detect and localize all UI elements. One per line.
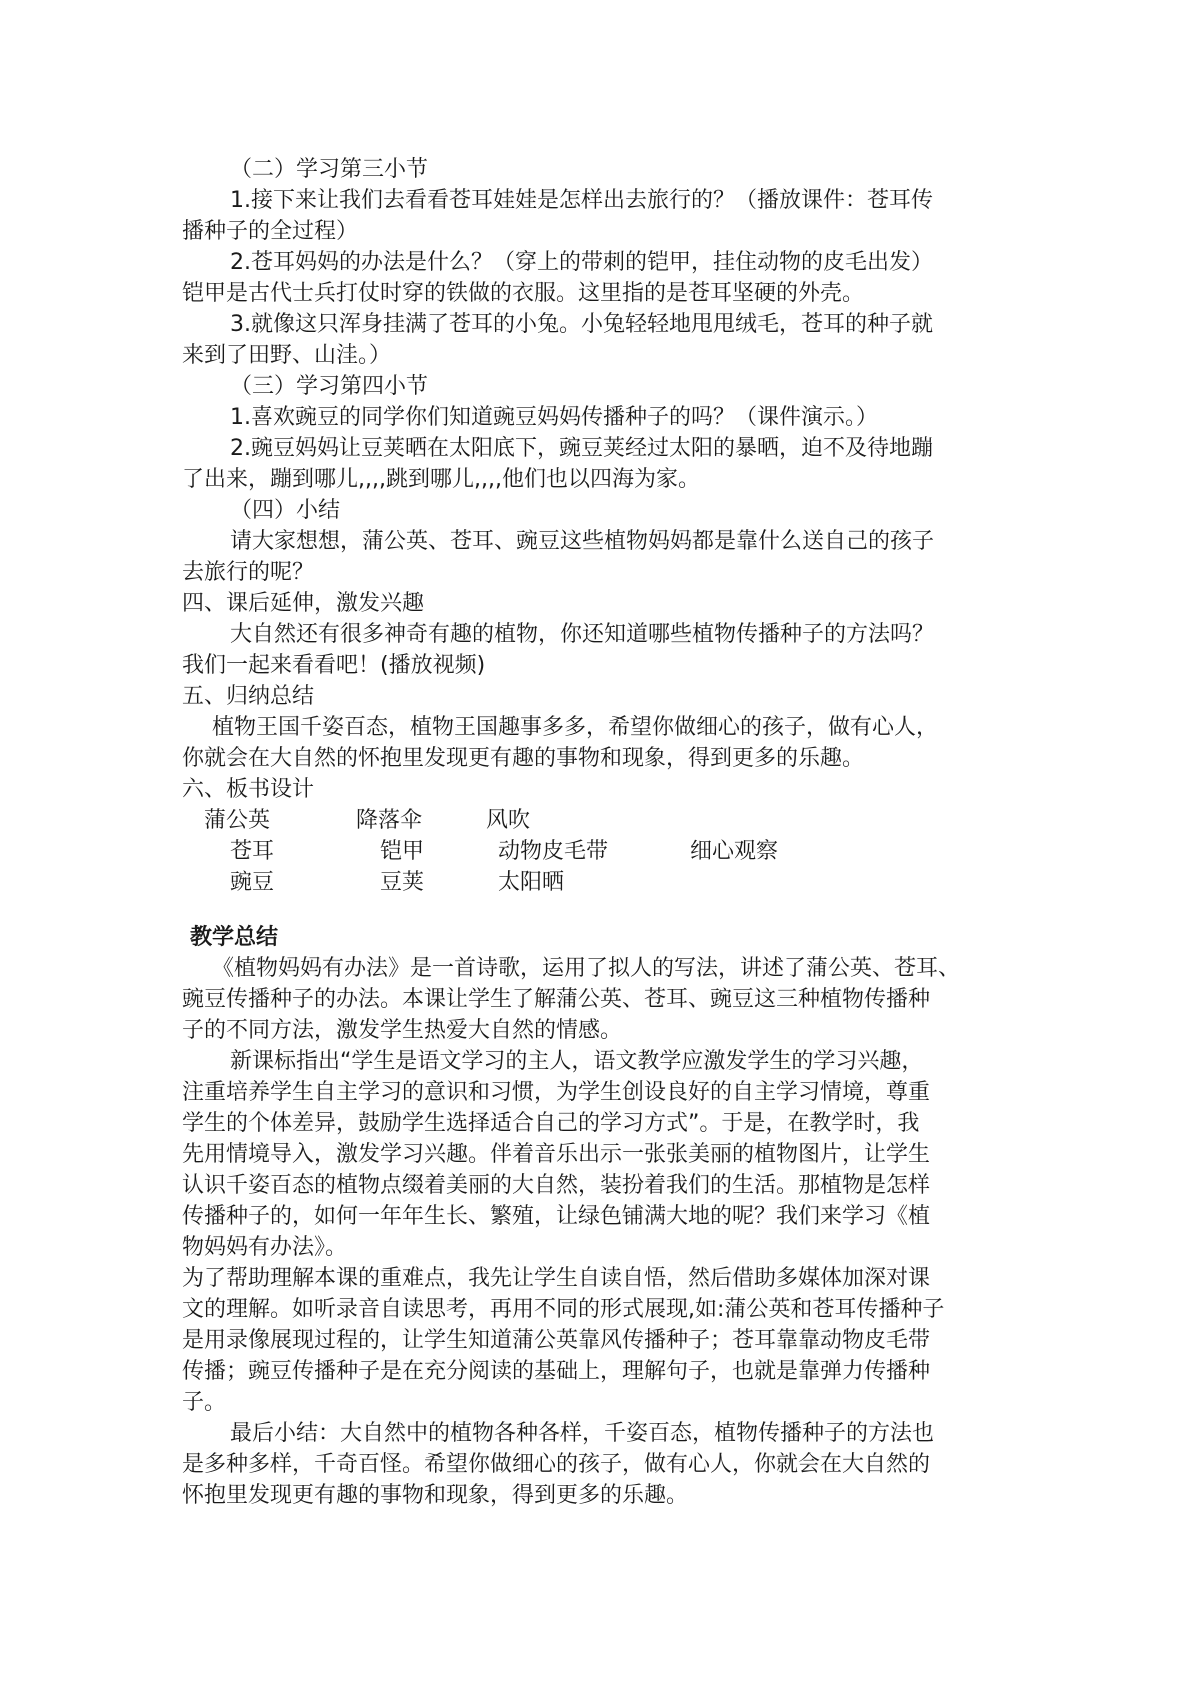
board-cell: 细心观察 bbox=[690, 839, 779, 864]
board-cell: 动物皮毛带 bbox=[498, 839, 609, 864]
section-heading: 四、课后延伸，激发兴趣 bbox=[182, 591, 425, 616]
paragraph-line: 来到了田野、山洼。） bbox=[182, 343, 392, 368]
section-heading: （三）学习第四小节 bbox=[230, 374, 429, 399]
paragraph-line: 认识千姿百态的植物点缀着美丽的大自然，装扮着我们的生活。那植物是怎样 bbox=[182, 1173, 931, 1198]
paragraph-line: 学生的个体差异，鼓励学生选择适合自己的学习方式”。于是，在教学时，我 bbox=[182, 1111, 920, 1136]
summary-title: 教学总结 bbox=[190, 925, 279, 950]
document-body bbox=[182, 154, 1012, 1511]
board-cell: 风吹 bbox=[486, 808, 531, 833]
paragraph-line: 播种子的全过程） bbox=[182, 219, 359, 244]
paragraph-line: 3.就像这只浑身挂满了苍耳的小兔。小兔轻轻地甩甩绒毛，苍耳的种子就 bbox=[230, 312, 933, 337]
paragraph-line: 大自然还有很多神奇有趣的植物，你还知道哪些植物传播种子的方法吗？ bbox=[230, 622, 935, 647]
paragraph-line: 了出来，蹦到哪儿,,,,跳到哪儿,,,,他们也以四海为家。 bbox=[182, 467, 700, 492]
paragraph-line: 《植物妈妈有办法》是一首诗歌，运用了拟人的写法，讲述了蒲公英、苍耳、 bbox=[212, 956, 961, 981]
paragraph-line: 请大家想想，蒲公英、苍耳、豌豆这些植物妈妈都是靠什么送自己的孩子 bbox=[230, 529, 935, 554]
paragraph-line: 1.接下来让我们去看看苍耳娃娃是怎样出去旅行的？（播放课件：苍耳传 bbox=[230, 188, 933, 213]
paragraph-line: 物妈妈有办法》。 bbox=[182, 1235, 348, 1260]
paragraph-line: 植物王国千姿百态，植物王国趣事多多，希望你做细心的孩子，做有心人， bbox=[212, 715, 939, 740]
board-cell: 豌豆 bbox=[230, 870, 275, 895]
board-cell: 苍耳 bbox=[230, 839, 275, 864]
board-cell: 豆荚 bbox=[380, 870, 425, 895]
paragraph-line: 怀抱里发现更有趣的事物和现象，得到更多的乐趣。 bbox=[182, 1483, 689, 1508]
paragraph-line: 是多种多样，千奇百怪。希望你做细心的孩子，做有心人，你就会在大自然的 bbox=[182, 1452, 931, 1477]
section-heading: （四）小结 bbox=[230, 498, 341, 523]
paragraph-line: 子的不同方法，激发学生热爱大自然的情感。 bbox=[182, 1018, 623, 1043]
paragraph-line: 文的理解。如听录音自读思考，再用不同的形式展现,如:蒲公英和苍耳传播种子 bbox=[182, 1297, 945, 1322]
paragraph-line: 我们一起来看看吧！(播放视频) bbox=[182, 653, 486, 678]
board-cell: 蒲公英 bbox=[204, 808, 271, 833]
paragraph-line: 新课标指出“学生是语文学习的主人，语文教学应激发学生的学习兴趣， bbox=[230, 1049, 924, 1074]
paragraph-line: 传播种子的，如何一年年生长、繁殖，让绿色铺满大地的呢？我们来学习《植 bbox=[182, 1204, 931, 1229]
paragraph-line: 2.豌豆妈妈让豆荚晒在太阳底下，豌豆荚经过太阳的暴晒，迫不及待地蹦 bbox=[230, 436, 933, 461]
board-design bbox=[182, 805, 1012, 898]
paragraph-line: 2.苍耳妈妈的办法是什么？（穿上的带刺的铠甲，挂住动物的皮毛出发） bbox=[230, 250, 933, 275]
paragraph-line: 传播；豌豆传播种子是在充分阅读的基础上，理解句子，也就是靠弹力传播种 bbox=[182, 1359, 931, 1384]
paragraph-line: 为了帮助理解本课的重难点，我先让学生自读自悟，然后借助多媒体加深对课 bbox=[182, 1266, 931, 1291]
board-cell: 降落伞 bbox=[356, 808, 423, 833]
paragraph-line: 先用情境导入，激发学习兴趣。伴着音乐出示一张张美丽的植物图片，让学生 bbox=[182, 1142, 931, 1167]
board-cell: 太阳晒 bbox=[498, 870, 565, 895]
board-cell: 铠甲 bbox=[380, 839, 425, 864]
paragraph-line: 豌豆传播种子的办法。本课让学生了解蒲公英、苍耳、豌豆这三种植物传播种 bbox=[182, 987, 931, 1012]
paragraph-line: 注重培养学生自主学习的意识和习惯，为学生创设良好的自主学习情境，尊重 bbox=[182, 1080, 931, 1105]
paragraph-line: 铠甲是古代士兵打仗时穿的铁做的衣服。这里指的是苍耳坚硬的外壳。 bbox=[182, 281, 865, 306]
section-heading: 六、板书设计 bbox=[182, 777, 315, 802]
section-heading: 五、归纳总结 bbox=[182, 684, 315, 709]
paragraph-line: 1.喜欢豌豆的同学你们知道豌豆妈妈传播种子的吗？（课件演示。） bbox=[230, 405, 878, 430]
paragraph-line: 最后小结：大自然中的植物各种各样，千姿百态，植物传播种子的方法也 bbox=[230, 1421, 935, 1446]
paragraph-line: 你就会在大自然的怀抱里发现更有趣的事物和现象，得到更多的乐趣。 bbox=[182, 746, 865, 771]
paragraph-line: 去旅行的呢？ bbox=[182, 560, 315, 585]
paragraph-line: 是用录像展现过程的，让学生知道蒲公英靠风传播种子；苍耳靠靠动物皮毛带 bbox=[182, 1328, 931, 1353]
paragraph-line: 子。 bbox=[182, 1390, 227, 1415]
section-heading: （二）学习第三小节 bbox=[230, 157, 429, 182]
